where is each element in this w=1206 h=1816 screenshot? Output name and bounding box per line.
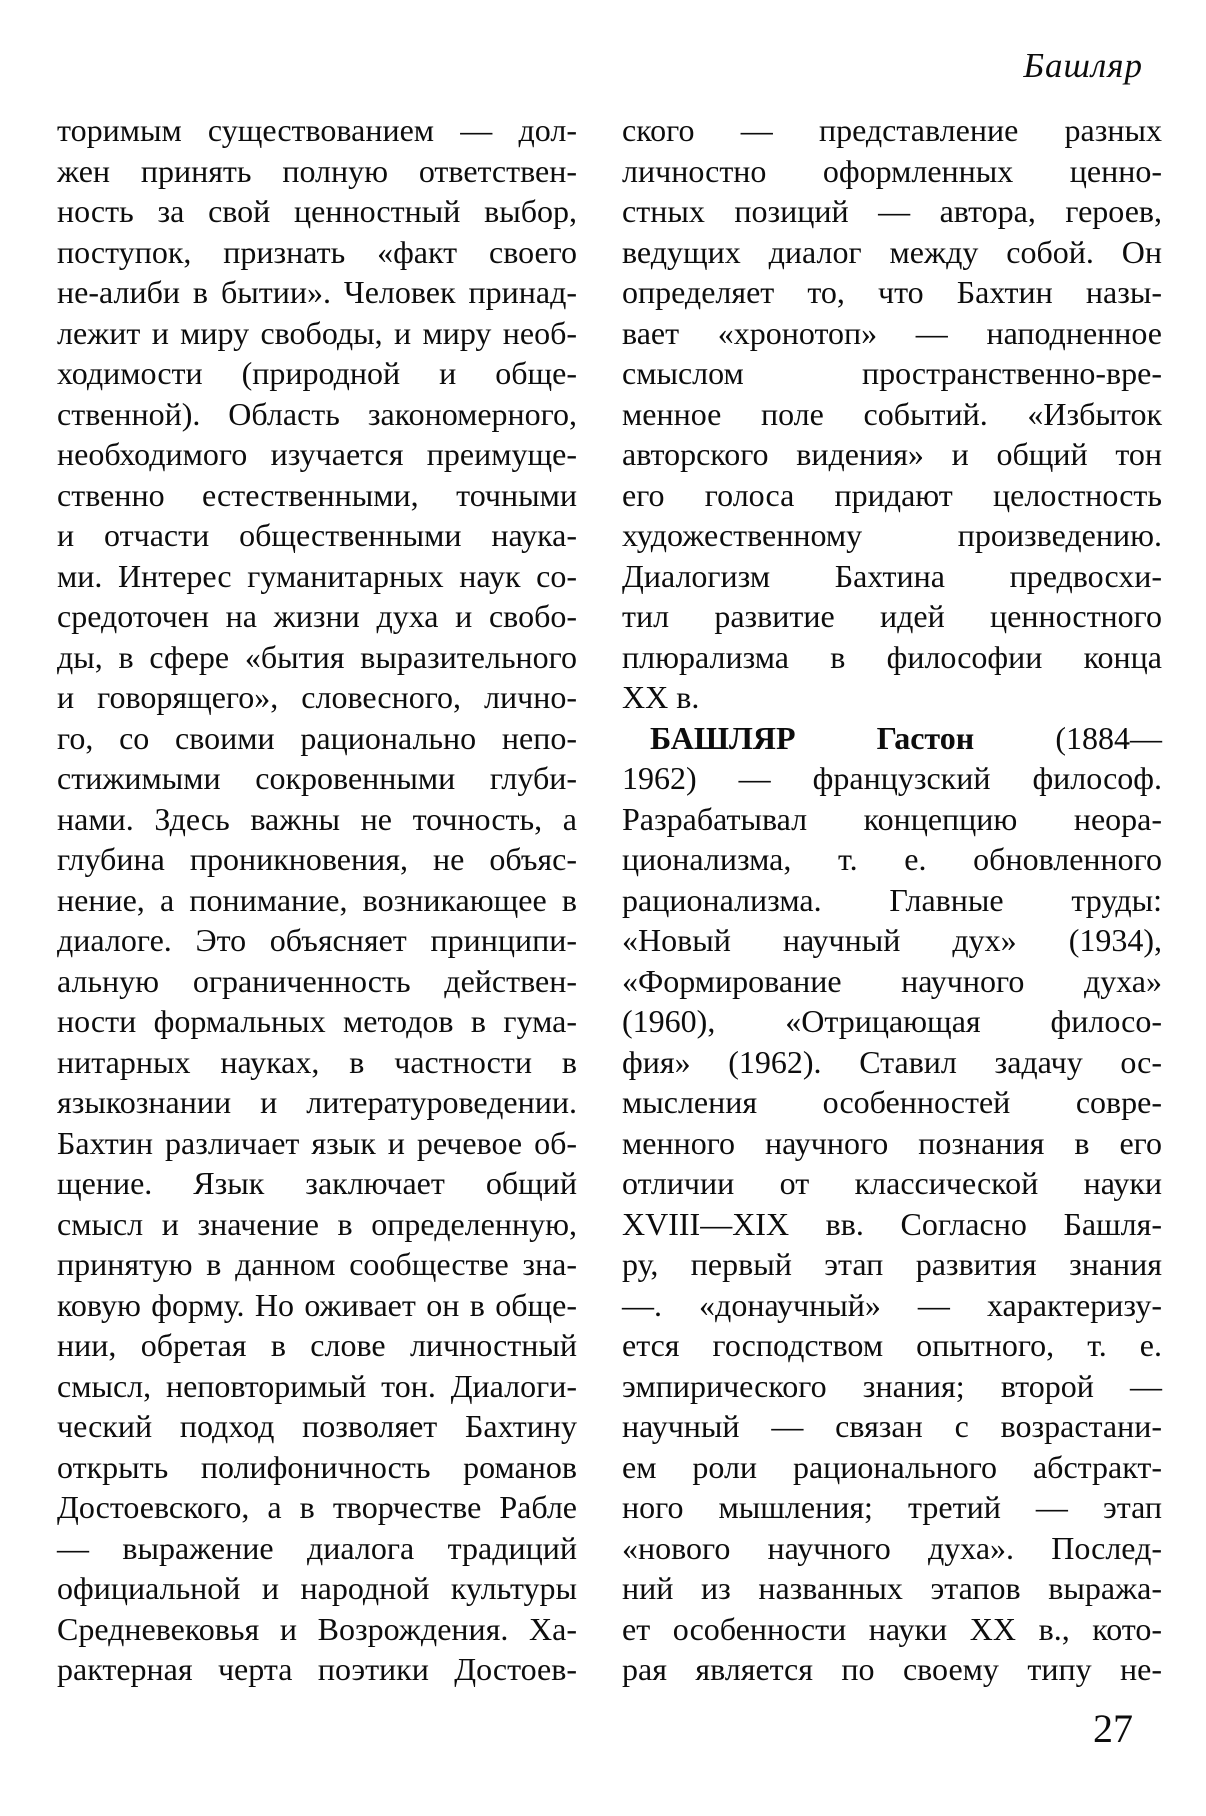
text-line: эмпирического знания; второй — [622, 1367, 1162, 1404]
text-line: определяет то, что Бахтин назы- [622, 274, 1162, 310]
text-line: ковую форму. Но оживает он в обще- [57, 1286, 577, 1323]
text-line: Диалогизм Бахтина предвосхи- [622, 557, 1162, 594]
text-line: смысл и значение в определенную, [57, 1205, 577, 1242]
text-line: личностно оформленных ценно- [622, 152, 1162, 189]
text-line: (1960), «Отрицающая филосо- [622, 1003, 1162, 1039]
text-line: щение. Язык заключает общий [57, 1165, 577, 1201]
text-line: XX в. [622, 679, 700, 715]
text-line: смыслом пространственно-вре- [622, 355, 1162, 391]
text-line: ний из названных этапов выража- [622, 1570, 1162, 1606]
text-line: ность за свой ценностный выбор, [57, 193, 577, 229]
text-line: ды, в сфере «бытия выразительного [57, 638, 577, 675]
text-line: ческий подход позволяет Бахтину [57, 1408, 577, 1444]
text-line: лежит и миру свободы, и миру необ- [57, 314, 577, 351]
text-line: фия» (1962). Ставил задачу ос- [622, 1043, 1162, 1080]
text-line: менного научного познания в его [622, 1124, 1162, 1161]
text-line: принятую в данном сообществе зна- [57, 1246, 577, 1282]
text-line: Достоевского, а в творчестве Рабле [57, 1489, 577, 1525]
entry-headword: БАШЛЯР Гастон [650, 719, 975, 756]
text-line: Разрабатывал концепцию неора- [622, 800, 1162, 837]
entry-headline-rest: (1884— [974, 719, 1162, 756]
text-line: ходимости (природной и обще- [57, 355, 577, 391]
text-line: ственной). Область закономерного, [57, 395, 577, 432]
text-line: рационализма. Главные труды: [622, 881, 1162, 918]
text-line: не-алиби в бытии». Человек принад- [57, 274, 577, 310]
text-line: ного мышления; третий — этап [622, 1489, 1162, 1525]
text-line: ционализма, т. е. обновленного [622, 841, 1162, 877]
text-line: Бахтин различает язык и речевое об- [57, 1124, 577, 1161]
text-line: жен принять полную ответствен- [57, 152, 577, 189]
left-column [57, 110, 577, 1690]
text-line: и говорящего», словесного, лично- [57, 679, 577, 715]
text-line: авторского видения» и общий тон [622, 436, 1162, 472]
text-line: «Формирование научного духа» [622, 962, 1162, 999]
text-line: и отчасти общественными наука- [57, 517, 577, 553]
text-line: ности формальных методов в гума- [57, 1003, 577, 1039]
right-column [622, 110, 1162, 1690]
text-line: официальной и народной культуры [57, 1570, 577, 1606]
text-line: нами. Здесь важны не точность, а [57, 800, 577, 837]
text-line: торимым существованием — дол- [57, 112, 577, 148]
text-line: альную ограниченность действен- [57, 962, 577, 999]
text-line: поступок, признать «факт своего [57, 233, 577, 270]
text-line: научный — связан с возрастани- [622, 1408, 1162, 1444]
entry-headline [622, 718, 1162, 759]
page-number: 27 [1093, 1706, 1133, 1751]
text-line: отличии от классической науки [622, 1165, 1162, 1201]
text-line: «нового научного духа». Послед- [622, 1529, 1162, 1566]
text-line: нение, а понимание, возникающее в [57, 881, 577, 918]
text-line: тил развитие идей ценностного [622, 598, 1162, 634]
text-line: 1962) — французский философ. [622, 760, 1162, 796]
text-line: го, со своими рационально непо- [57, 719, 577, 756]
text-line: — выражение диалога традиций [57, 1529, 577, 1566]
text-line: менное поле событий. «Избыток [622, 395, 1162, 432]
text-line: ру, первый этап развития знания [622, 1246, 1162, 1282]
text-line: художественному произведению. [622, 517, 1162, 553]
text-line: нии, обретая в слове личностный [57, 1327, 577, 1363]
text-line: смысл, неповторимый тон. Диалоги- [57, 1367, 577, 1404]
text-line: его голоса придают целостность [622, 476, 1162, 513]
text-line: Средневековья и Возрождения. Ха- [57, 1610, 577, 1647]
text-line: ского — представление разных [622, 112, 1162, 148]
text-line: необходимого изучается преимуще- [57, 436, 577, 472]
text-line: ведущих диалог между собой. Он [622, 233, 1162, 270]
text-line: ется господством опытного, т. е. [622, 1327, 1162, 1363]
text-line: мысления особенностей совре- [622, 1084, 1162, 1120]
text-line: вает «хронотоп» — наподненное [622, 314, 1162, 351]
text-line: открыть полифоничность романов [57, 1448, 577, 1485]
right-paragraph-bakhtin-end [622, 110, 1162, 718]
running-header: Башляр [1023, 46, 1143, 85]
text-line: ственно естественными, точными [57, 476, 577, 513]
text-line: —. «донаучный» — характеризу- [622, 1286, 1162, 1323]
text-line: стижимыми сокровенными глуби- [57, 760, 577, 796]
text-line: рактерная черта поэтики Достоев- [57, 1651, 577, 1687]
text-line: ми. Интерес гуманитарных наук со- [57, 557, 577, 594]
text-line: рая является по своему типу не- [622, 1651, 1162, 1687]
text-line: языкознании и литературоведении. [57, 1084, 577, 1120]
text-line: «Новый научный дух» (1934), [622, 922, 1162, 958]
text-line: XVIII—XIX вв. Согласно Башля- [622, 1205, 1162, 1242]
text-line: диалоге. Это объясняет принципи- [57, 922, 577, 958]
text-line: нитарных науках, в частности в [57, 1043, 577, 1080]
text-line: ет особенности науки XX в., кото- [622, 1610, 1162, 1647]
text-line: глубина проникновения, не объяс- [57, 841, 577, 877]
text-line: ем роли рационального абстракт- [622, 1448, 1162, 1485]
right-paragraph-bachelard [622, 758, 1162, 1690]
text-line: стных позиций — автора, героев, [622, 193, 1162, 229]
text-line: средоточен на жизни духа и свобо- [57, 598, 577, 634]
text-line: плюрализма в философии конца [622, 638, 1162, 675]
